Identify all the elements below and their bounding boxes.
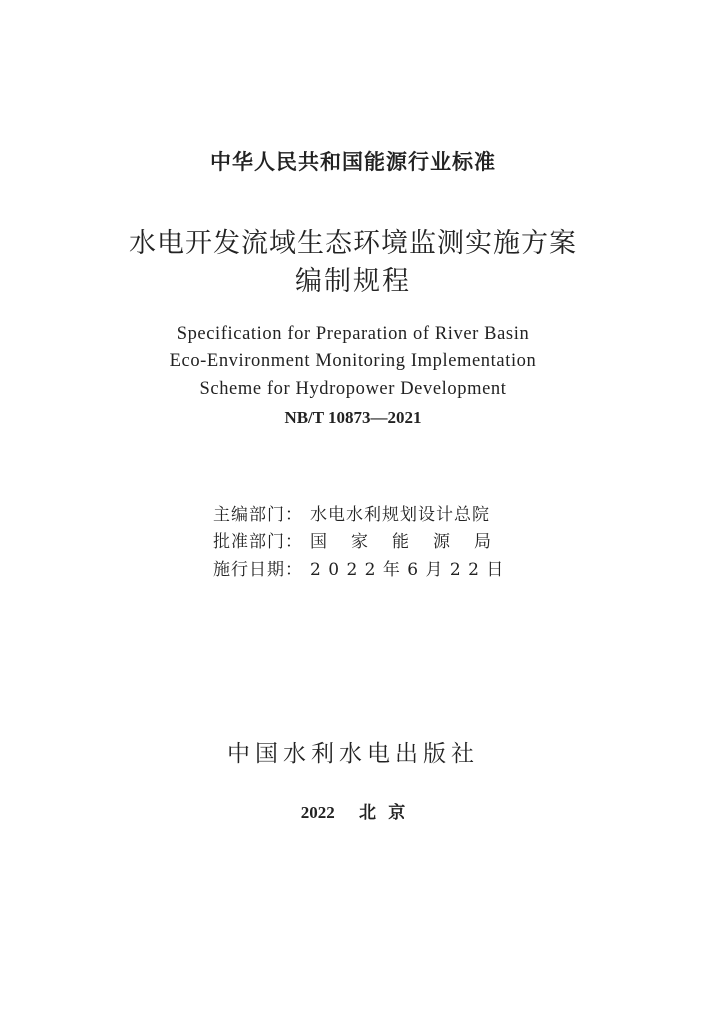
approver-char: 局 <box>474 532 492 552</box>
english-title-line-3: Scheme for Hydropower Development <box>199 379 507 399</box>
approver-department-value <box>310 527 492 552</box>
imprint-city: 北 京 <box>359 803 406 822</box>
effective-date-label: 施行日期： <box>213 560 303 580</box>
effective-date-row <box>213 555 533 580</box>
editor-department-value: 水电水利规划设计总院 <box>310 505 490 525</box>
document-title-line-2: 编制规程 <box>295 266 411 297</box>
approver-char: 国 <box>310 532 328 552</box>
editor-department-row <box>213 500 533 525</box>
approver-department-label: 批准部门： <box>213 532 303 552</box>
imprint-year: 2022 <box>300 803 335 822</box>
english-title-line-2: Eco-Environment Monitoring Implementation <box>169 351 537 371</box>
standard-category-header: 中华人民共和国能源行业标准 <box>210 150 496 174</box>
approver-department-row <box>213 527 533 552</box>
approver-char: 能 <box>392 532 410 552</box>
english-title-line-1: Specification for Preparation of River Basin <box>176 324 530 344</box>
approver-char: 源 <box>433 532 451 552</box>
imprint <box>0 798 706 823</box>
effective-date-value: 2 0 2 2 年 6 月 2 2 日 <box>310 560 505 580</box>
document-title-line-1: 水电开发流域生态环境监测实施方案 <box>129 228 577 259</box>
approver-char: 家 <box>351 532 369 552</box>
standard-number: NB/T 10873—2021 <box>284 408 422 427</box>
publisher-name: 中国水利水电出版社 <box>227 741 479 767</box>
editor-department-label: 主编部门： <box>213 505 303 525</box>
